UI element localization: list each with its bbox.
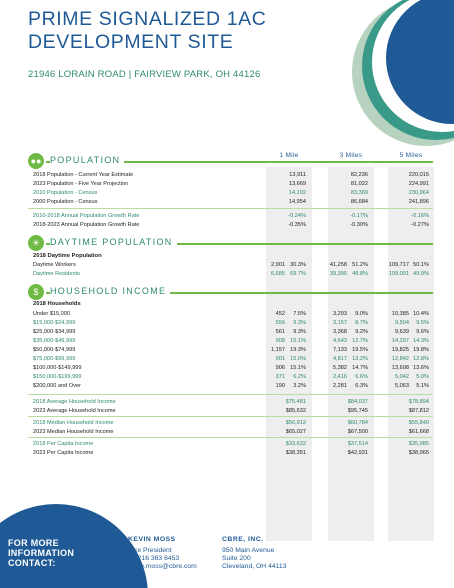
row-value: 9.6%	[416, 329, 429, 335]
row-value: 13.6%	[413, 365, 429, 371]
row-label: 2018-2023 Annual Population Growth Rate	[33, 222, 140, 228]
row-value: -0.17%	[350, 213, 368, 219]
column-header-3-miles: 3 Miles	[339, 152, 363, 159]
row-value: 48.8%	[352, 271, 368, 277]
row-value: $85,632	[285, 408, 306, 414]
row-value: $35,985	[408, 441, 429, 447]
row-value: $38,351	[285, 450, 306, 456]
row-value: 10.4%	[413, 311, 429, 317]
table-row	[28, 221, 438, 229]
row-value: 69.7%	[290, 271, 306, 277]
row-value: 12.8%	[413, 356, 429, 362]
row-label: $200,000 and Over	[33, 383, 81, 389]
row-value: 19.3%	[290, 347, 306, 353]
row-divider	[28, 437, 433, 438]
row-value: 220,015	[408, 172, 429, 178]
table-row	[28, 382, 438, 390]
more-info-line-2: INFORMATION	[8, 548, 75, 558]
row-value: 83,369	[350, 190, 368, 196]
row-divider	[28, 416, 433, 417]
row-value: 12.7%	[352, 338, 368, 344]
row-value: 2,281	[333, 383, 347, 389]
row-value: 19,825	[391, 347, 409, 353]
table-row	[28, 364, 438, 372]
row-value: $84,037	[347, 399, 368, 405]
company-address-line-2: Suite 200	[222, 555, 251, 562]
row-value: 9.3%	[293, 329, 306, 335]
row-value: 82,236	[350, 172, 368, 178]
row-value: 6,685	[271, 271, 285, 277]
row-value: -0.30%	[350, 222, 368, 228]
row-value: 2,416	[333, 374, 347, 380]
row-value: 3,293	[333, 311, 347, 317]
row-value: $37,514	[347, 441, 368, 447]
row-value: 6.6%	[355, 374, 368, 380]
row-value: 5.0%	[416, 374, 429, 380]
row-value: $38,965	[408, 450, 429, 456]
row-value: 556	[275, 320, 285, 326]
row-value: 14,192	[288, 190, 306, 196]
row-value: 15.1%	[290, 338, 306, 344]
table-row	[28, 180, 438, 188]
row-value: 3.2%	[293, 383, 306, 389]
row-value: $78,894	[408, 399, 429, 405]
row-value: 908	[275, 338, 285, 344]
row-divider	[28, 208, 433, 209]
row-value: 10,385	[391, 311, 409, 317]
row-value: 9.5%	[416, 320, 429, 326]
row-label: 2018 Households	[33, 301, 81, 307]
row-value: 15.1%	[290, 365, 306, 371]
row-value: 30.3%	[290, 262, 306, 268]
table-row	[28, 189, 438, 197]
table-row	[28, 355, 438, 363]
table-row	[28, 328, 438, 336]
row-value: 39,395	[329, 271, 347, 277]
row-value: -0.24%	[288, 213, 306, 219]
agent-email[interactable]: kevin.moss@cbre.com	[128, 563, 197, 570]
row-value: -0.27%	[411, 222, 429, 228]
row-label: $35,000-$49,999	[33, 338, 76, 344]
row-value: $65,027	[285, 429, 306, 435]
row-label: 2023 Median Household Income	[33, 429, 114, 435]
agent-name: KEVIN MOSS	[128, 536, 176, 543]
row-value: 41,258	[329, 262, 347, 268]
row-value: 14,954	[288, 199, 306, 205]
row-value: 241,896	[408, 199, 429, 205]
row-label: 2018 Average Household Income	[33, 399, 116, 405]
row-value: 452	[275, 311, 285, 317]
section-header-population	[28, 153, 433, 169]
company-address-line-3: Cleveland, OH 44113	[222, 563, 287, 570]
row-value: 3,368	[333, 329, 347, 335]
table-row	[28, 428, 438, 436]
row-label: Daytime Workers	[33, 262, 76, 268]
row-label: $150,000-$199,999	[33, 374, 82, 380]
row-value: 19.8%	[413, 347, 429, 353]
row-label: $100,000-$149,999	[33, 365, 82, 371]
table-row	[28, 270, 438, 278]
row-value: 12,842	[391, 356, 409, 362]
row-label: $50,000-$74,999	[33, 347, 76, 353]
column-header-5-miles: 5 Miles	[399, 152, 423, 159]
section-label-population: POPULATION	[50, 155, 124, 165]
row-value: 109,717	[388, 262, 409, 268]
table-row	[28, 407, 438, 415]
row-label: Under $15,000	[33, 311, 71, 317]
row-label: $25,000-$34,999	[33, 329, 76, 335]
row-value: 5,382	[333, 365, 347, 371]
row-value: $75,481	[285, 399, 306, 405]
company-contact	[222, 536, 286, 571]
row-divider	[28, 394, 433, 395]
table-row	[28, 310, 438, 318]
row-value: 901	[275, 356, 285, 362]
row-value: 9,639	[395, 329, 409, 335]
row-value: $87,812	[408, 408, 429, 414]
row-label: Daytime Residents	[33, 271, 80, 277]
row-value: 13.2%	[352, 356, 368, 362]
row-label: 2023 Average Household Income	[33, 408, 116, 414]
table-row	[28, 212, 438, 220]
row-value: 561	[275, 329, 285, 335]
row-value: 6.3%	[355, 383, 368, 389]
row-value: 6.2%	[293, 374, 306, 380]
row-value: 5,063	[395, 383, 409, 389]
agent-title: Vice President	[128, 547, 172, 554]
row-value: 51.2%	[352, 262, 368, 268]
row-value: 49.9%	[413, 271, 429, 277]
row-value: 14.7%	[352, 365, 368, 371]
row-value: 7.5%	[293, 311, 306, 317]
row-value: 906	[275, 365, 285, 371]
table-row	[28, 171, 438, 179]
row-value: 2,901	[271, 262, 285, 268]
row-value: 15.0%	[290, 356, 306, 362]
section-header-household-income	[28, 284, 433, 300]
row-label: 2023 Population - Five Year Projection	[33, 181, 129, 187]
more-info-line-1: FOR MORE	[8, 538, 59, 548]
row-value: 50.1%	[413, 262, 429, 268]
table-row	[28, 337, 438, 345]
row-label: $15,000-$24,999	[33, 320, 76, 326]
row-value: $55,840	[408, 420, 429, 426]
more-info-heading	[8, 538, 74, 568]
table-row	[28, 300, 438, 308]
section-label-household-income: HOUSEHOLD INCOME	[50, 286, 170, 296]
table-row	[28, 440, 438, 448]
row-value: $95,745	[347, 408, 368, 414]
row-value: 5.1%	[416, 383, 429, 389]
row-value: 5,042	[395, 374, 409, 380]
table-row	[28, 319, 438, 327]
row-value: 3,157	[333, 320, 347, 326]
row-value: 19.5%	[352, 347, 368, 353]
row-value: 9,504	[395, 320, 409, 326]
row-value: 9.2%	[355, 329, 368, 335]
row-value: 13,608	[391, 365, 409, 371]
row-label: 2018 Median Household Income	[33, 420, 114, 426]
dollar-icon: $	[28, 284, 44, 300]
row-value: 9.3%	[293, 320, 306, 326]
row-value: 224,991	[408, 181, 429, 187]
row-value: $56,912	[285, 420, 306, 426]
table-row	[28, 373, 438, 381]
section-label-daytime-population: DAYTIME POPULATION	[50, 237, 177, 247]
row-value: 13,911	[289, 172, 306, 178]
row-label: 2010 Population - Census	[33, 190, 98, 196]
row-label: 2018 Population - Current Year Estimate	[33, 172, 134, 178]
table-row	[28, 449, 438, 457]
section-header-daytime-population	[28, 235, 433, 251]
company-name: CBRE, INC.	[222, 536, 264, 543]
site-address: 21946 LORAIN ROAD | FAIRVIEW PARK, OH 44126	[28, 69, 261, 80]
title-line-2: DEVELOPMENT SITE	[28, 31, 234, 53]
row-value: $60,784	[347, 420, 368, 426]
page-title	[28, 8, 348, 54]
row-label: 2018 Per Capita Income	[33, 441, 94, 447]
row-value: 371	[275, 374, 285, 380]
more-info-line-3: CONTACT:	[8, 558, 56, 568]
row-label: 2018 Daytime Population	[33, 253, 102, 259]
row-value: 86,684	[350, 199, 368, 205]
table-row	[28, 198, 438, 206]
table-row	[28, 398, 438, 406]
row-value: $33,632	[285, 441, 306, 447]
people-icon: ●●	[28, 153, 44, 169]
row-value: $42,931	[347, 450, 368, 456]
row-value: 230,964	[408, 190, 429, 196]
table-row	[28, 261, 438, 269]
column-header-1-mile: 1 Mile	[279, 152, 299, 159]
row-value: -0.16%	[411, 213, 429, 219]
row-value: 13,669	[288, 181, 306, 187]
row-value: 81,022	[350, 181, 368, 187]
agent-phone[interactable]: +1 216 363 6453	[128, 555, 180, 562]
row-value: 4,817	[333, 356, 347, 362]
table-row	[28, 252, 438, 260]
company-address-line-1: 950 Main Avenue	[222, 547, 275, 554]
row-value: -0.35%	[288, 222, 306, 228]
row-value: 8.7%	[355, 320, 368, 326]
table-row	[28, 419, 438, 427]
row-value: 1,157	[271, 347, 285, 353]
row-value: $61,668	[408, 429, 429, 435]
row-value: 4,643	[333, 338, 347, 344]
row-label: 2000 Population - Census	[33, 199, 98, 205]
row-value: 14,297	[391, 338, 409, 344]
row-label: 2023 Per Capita Income	[33, 450, 94, 456]
row-value: 7,133	[333, 347, 347, 353]
title-line-1: PRIME SIGNALIZED 1AC	[28, 8, 267, 30]
row-value: 190	[275, 383, 285, 389]
row-value: $67,500	[347, 429, 368, 435]
row-value: 14.3%	[413, 338, 429, 344]
row-label: 2010-2018 Annual Population Growth Rate	[33, 213, 140, 219]
agent-contact	[128, 536, 197, 571]
row-value: 9.0%	[355, 311, 368, 317]
sun-icon: ☀	[28, 235, 44, 251]
table-row	[28, 346, 438, 354]
row-value: 109,091	[388, 271, 409, 277]
row-label: $75,000-$99,999	[33, 356, 76, 362]
